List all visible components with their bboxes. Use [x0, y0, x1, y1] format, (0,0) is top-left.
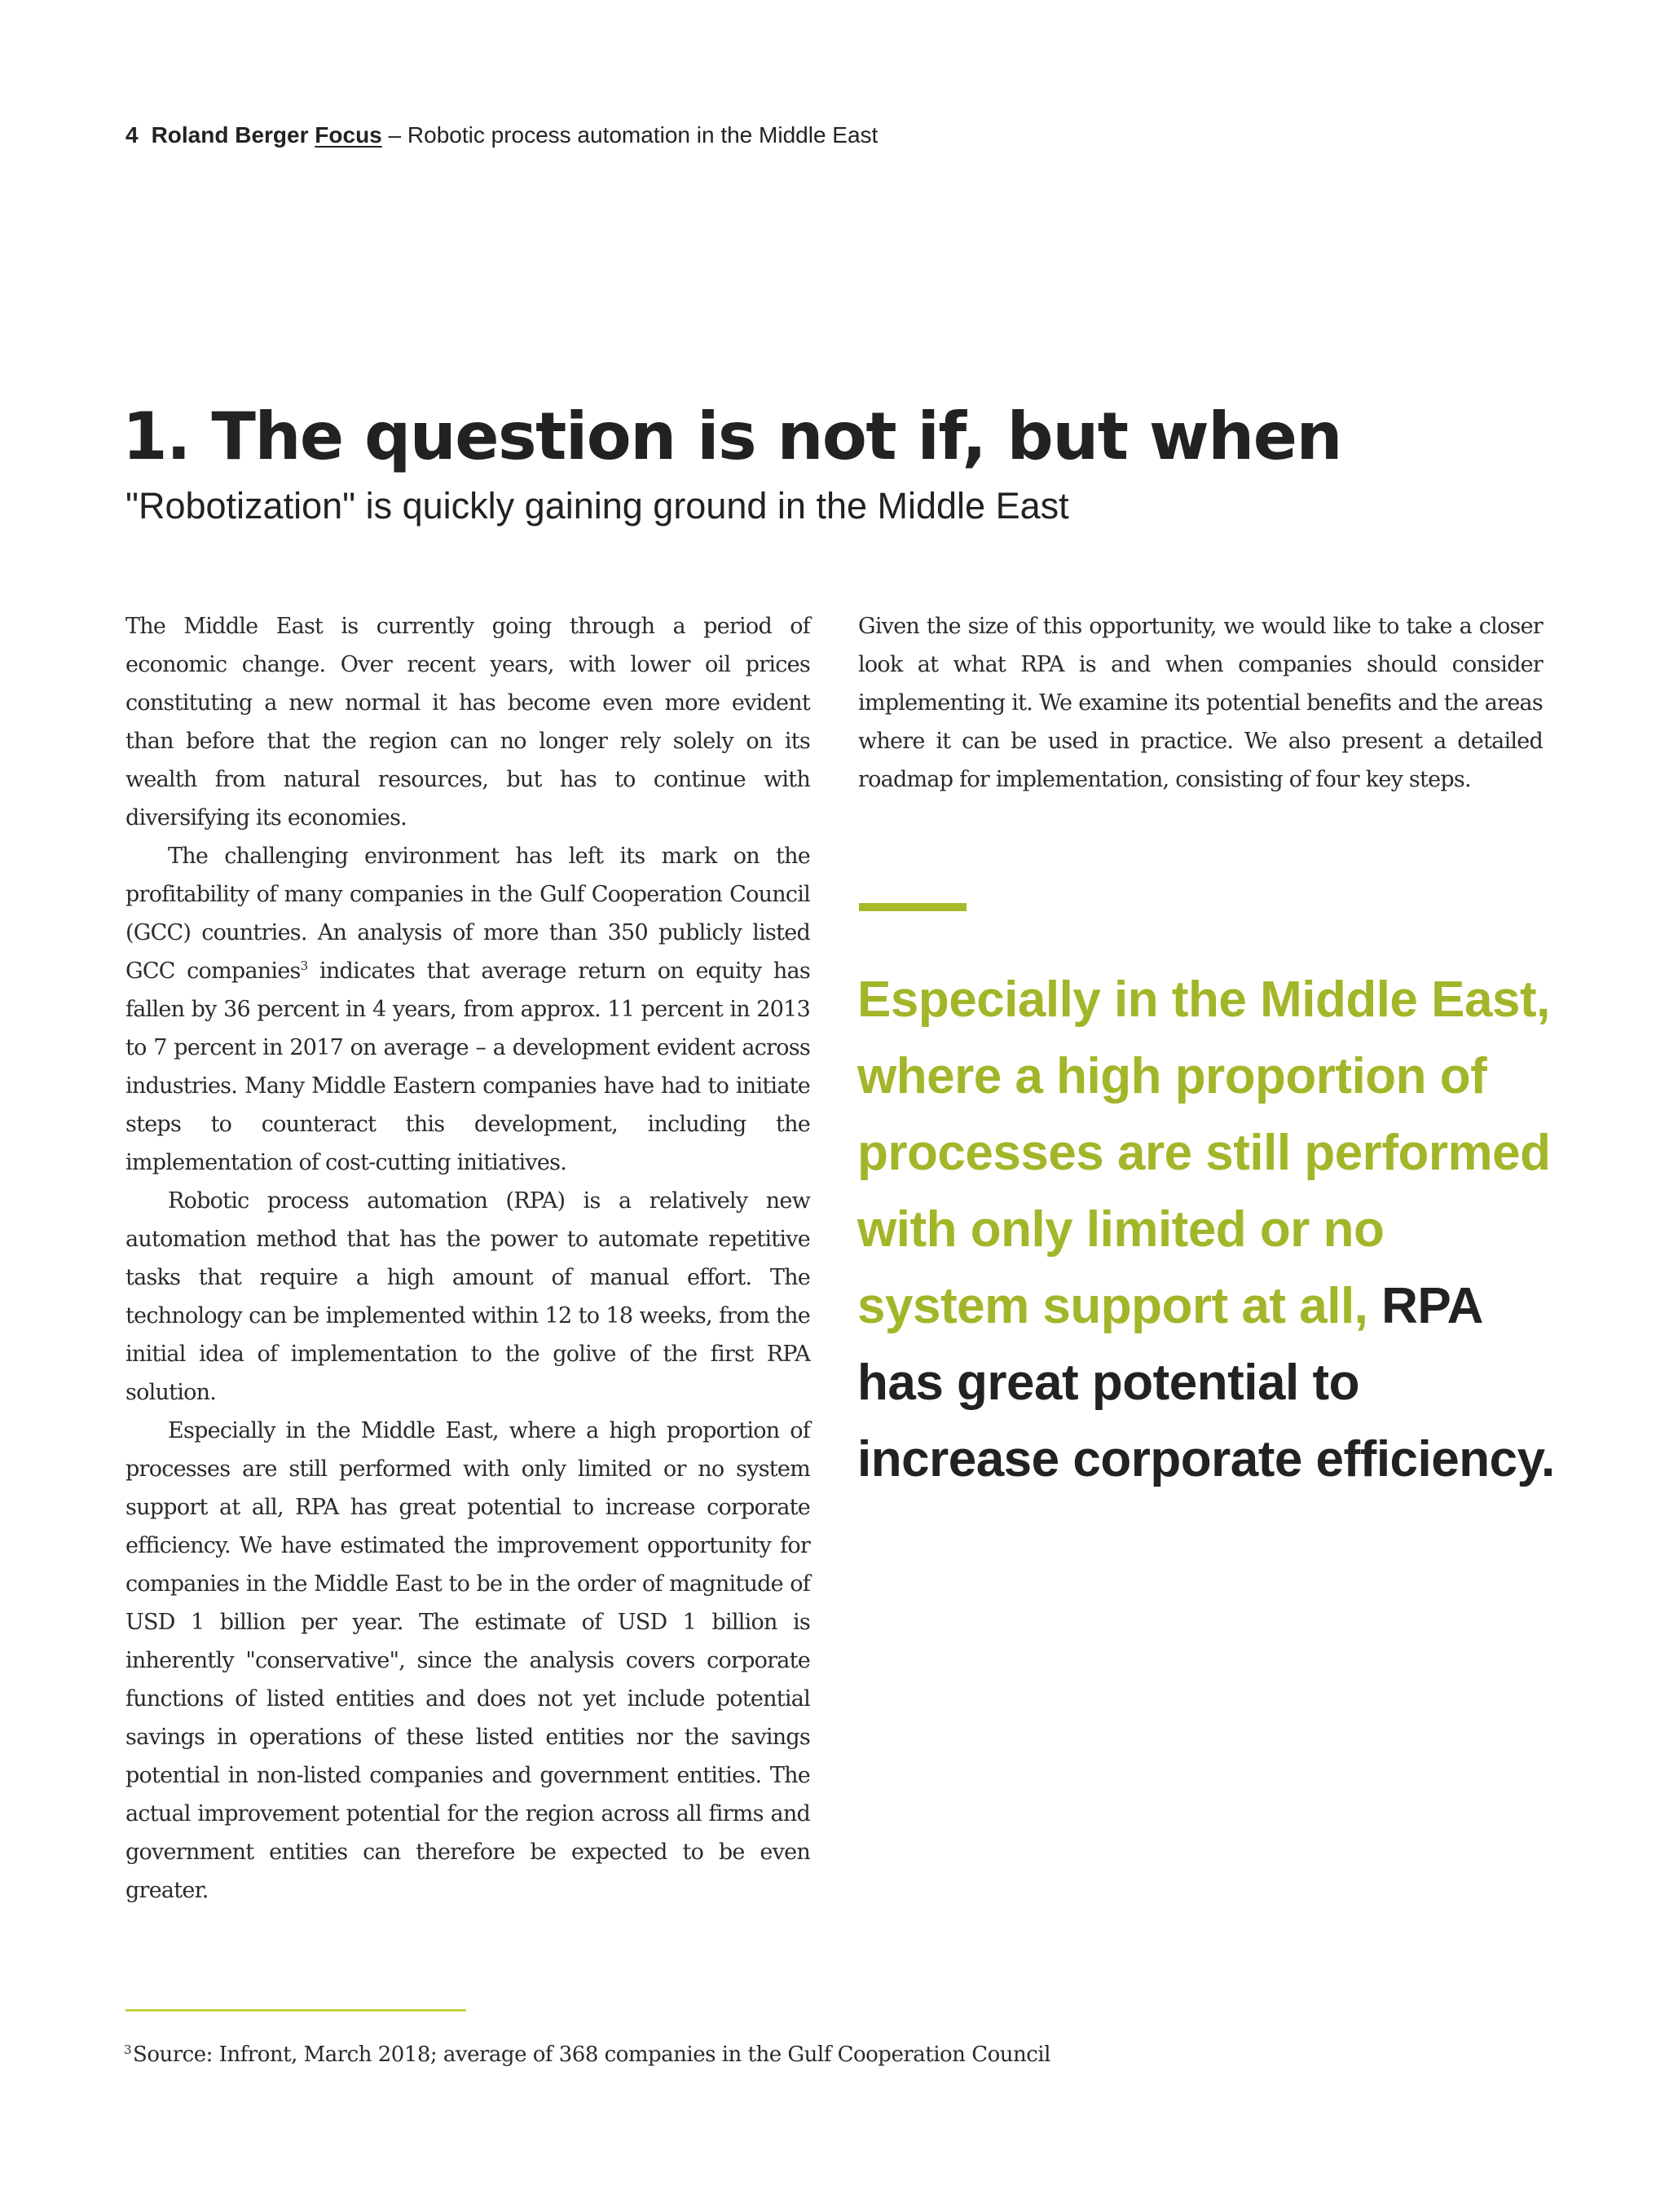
footnote-marker: 3: [124, 2042, 132, 2057]
pull-quote-rule: [859, 903, 967, 911]
brand-name: Roland Berger: [151, 122, 309, 148]
pull-quote: [857, 962, 1566, 1498]
paragraph-profitability-text-b: indicates that average return on equity has fallen by 36 percent in 4 years, from approx. 11 percent in 2013 to 7 percent in 2017 on average – a development evident across industries. Many Middle Eastern companies have had to initiate steps to counteract this development, including the implementation of cost-cutting initiatives.: [126, 958, 810, 1175]
chapter-subtitle: "Robotization" is quickly gaining ground in the Middle East: [126, 485, 1069, 527]
publication-title: – Robotic process automation in the Middle East: [388, 122, 879, 148]
paragraph-economic-change: The Middle East is currently going through a period of economic change. Over recent years, with lower oil prices constituting a new normal it has become even more evident than before that the region can no longer rely solely on its wealth from natural resources, but has to continue with diversifying its economies.: [126, 614, 810, 831]
pull-quote-plain: RPA has great potential to increase corporate efficiency.: [857, 1278, 1555, 1487]
running-header: [126, 121, 878, 150]
left-column: [126, 607, 810, 1910]
paragraph-rpa-potential: Especially in the Middle East, where a high proportion of processes are still performed with only limited or no system support at all, RPA has great potential to increase corporate efficiency. We have estimated the improvement opportunity for companies in the Middle East to be in the order of magnitude of USD 1 billion per year. The estimate of USD 1 billion is inherently "conservative", since the analysis covers corporate functions of listed entities and does not yet include potential savings in operations of these listed entities nor the savings potential in non-listed companies and government entities. The actual improvement potential for the region across all firms and government entities can therefore be expected to be even greater.: [126, 1418, 810, 1903]
paragraph-profitability-text-a: The challenging environment has left its mark on the profitability of many companies in the Gulf Cooperation Council (GCC) countries. An analysis of more than 350 publicly listed GCC companies: [126, 844, 810, 984]
right-column: [858, 607, 1543, 799]
brand-focus: Focus: [315, 122, 382, 148]
paragraph-opportunity: Given the size of this opportunity, we would like to take a closer look at what RPA is and when companies should consider implementing it. We examine its potential benefits and the areas where it can be used in practice. We also present a detailed roadmap for implementation, consisting of four key steps.: [858, 614, 1543, 792]
page-number: 4: [126, 122, 139, 148]
footnote-text: Source: Infront, March 2018; average of 368 companies in the Gulf Cooperation Council: [133, 2042, 1050, 2067]
footnote-rule: [126, 2009, 466, 2012]
chapter-title: 1. The question is not if, but when: [122, 399, 1341, 474]
footnote-reference: 3: [300, 958, 308, 973]
pull-quote-accent: Especially in the Middle East, where a high proportion of processes are still performed with only limited or no system support at all,: [857, 972, 1551, 1334]
paragraph-rpa-intro: Robotic process automation (RPA) is a relatively new automation method that has the power to automate repetitive tasks that require a high amount of manual effort. The technology can be implemented within 12 to 18 weeks, from the initial idea of implementation to the golive of the first RPA solution.: [126, 1188, 810, 1405]
paragraph-profitability: [126, 837, 810, 1182]
footnote: [124, 2035, 1050, 2069]
